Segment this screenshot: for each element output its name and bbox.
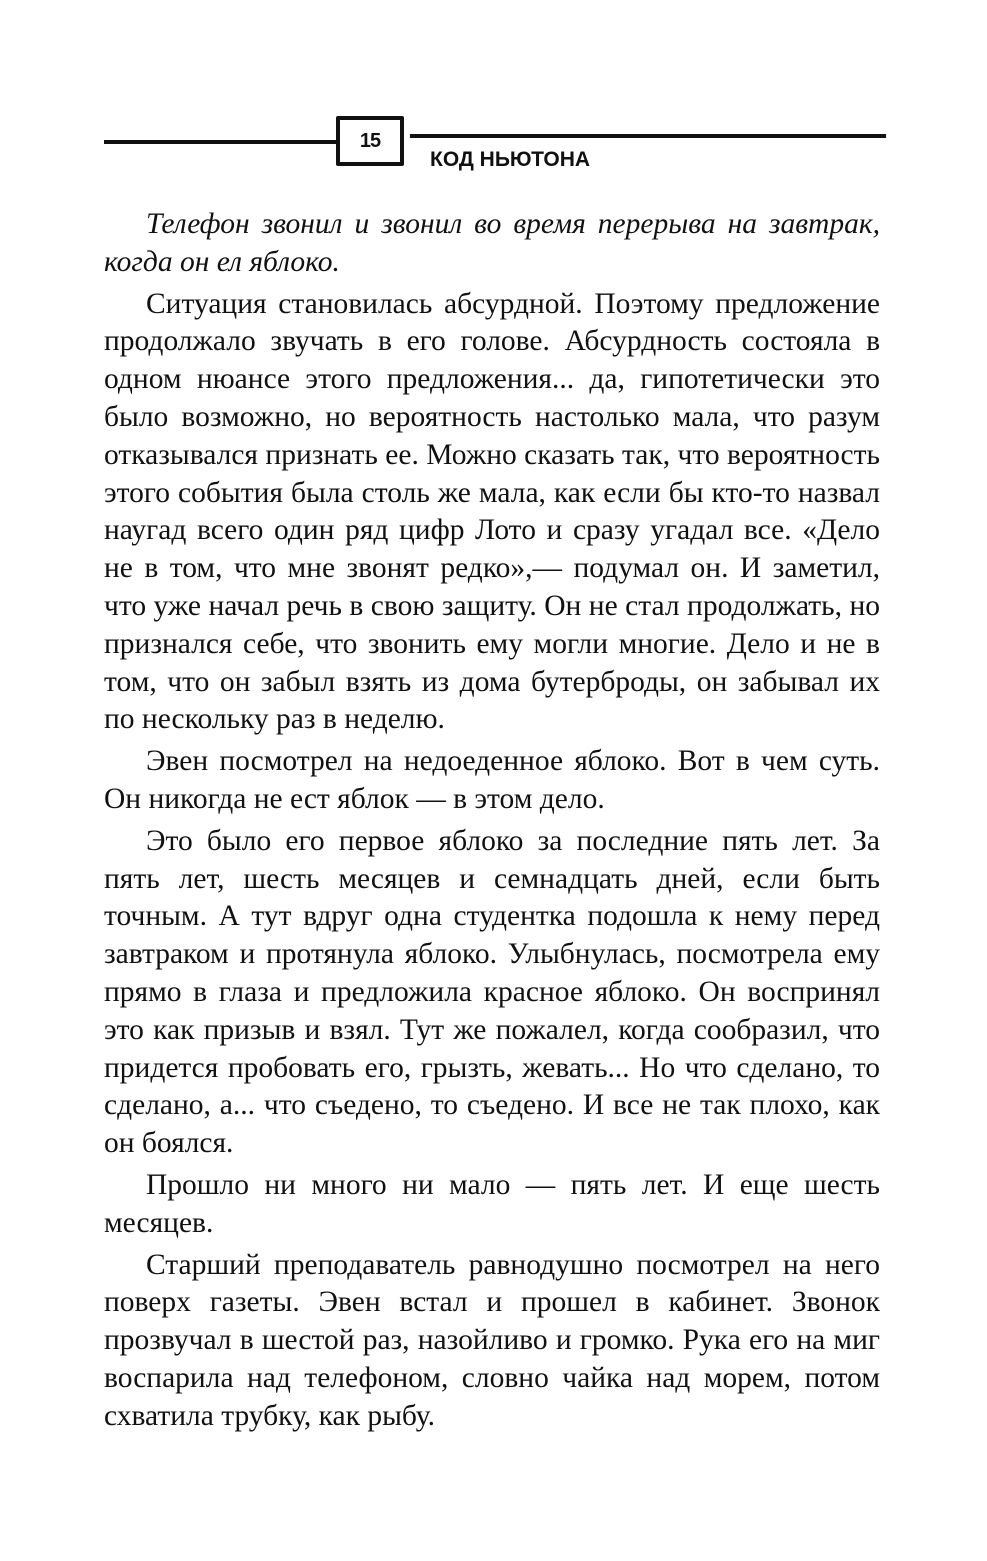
- paragraph-1: Телефон звонил и звонил во время перерыва на завтрак, когда он ел яблоко.: [104, 208, 880, 278]
- running-title: КОД НЬЮТОНА: [430, 148, 591, 171]
- header-rule-right: [410, 134, 886, 138]
- page-number: 15: [359, 129, 381, 152]
- page-number-box: [336, 116, 404, 166]
- paragraph-5: Прошло ни много ни мало — пять лет. И еще шесть месяцев.: [104, 1168, 880, 1239]
- paragraph-6: Старший преподаватель равнодушно посмотрел на него поверх газеты. Эвен встал и прошел в кабинет. Звонок прозвучал в шестой раз, назойливо и громко. Рука его на миг воспарила над телефоном, словно чайка над морем, потом схватила трубку, как рыбу.: [104, 1248, 880, 1432]
- paragraph-4: Это было его первое яблоко за последние пять лет. За пять лет, шесть месяцев и семнадцать дней, если быть точным. А тут вдруг одна студентка подошла к нему перед завтраком и протянула яблоко. Улыбнулась, посмотрела ему прямо в глаза и предложила красное яблоко. Он воспринял это как призыв и взял. Тут же пожалел, когда сообразил, что придется пробовать его, грызть, жевать... Но что сделано, то сделано, а... что съедено, то съедено. И все не так плохо, как он боялся.: [104, 824, 880, 1160]
- page-header: [0, 0, 987, 200]
- paragraph-3: Эвен посмотрел на недоеденное яблоко. Вот в чем суть. Он никогда не ест яблок — в этом дело.: [104, 745, 880, 815]
- paragraph-2: Ситуация становилась абсурдной. Поэтому предложение продолжало звучать в его голове. Абсурдность состояла в одном нюансе этого предложения... да, гипотетически это было возможно, но вероятность настолько мала, что разум отказывался признать ее. Можно сказать так, что вероятность этого события была столь же мала, как если бы кто-то назвал наугад всего один ряд цифр Лото и сразу угадал все. «Дело не в том, что мне звонят редко»,— подумал он. И заметил, что уже начал речь в свою защиту. Он не стал продолжать, но признался себе, что звонить ему могли многие. Дело и не в том, что он забыл взять из дома бутерброды, он забывал их по нескольку раз в неделю.: [104, 287, 880, 736]
- header-rule-left: [104, 140, 336, 144]
- body-text: [104, 206, 880, 1440]
